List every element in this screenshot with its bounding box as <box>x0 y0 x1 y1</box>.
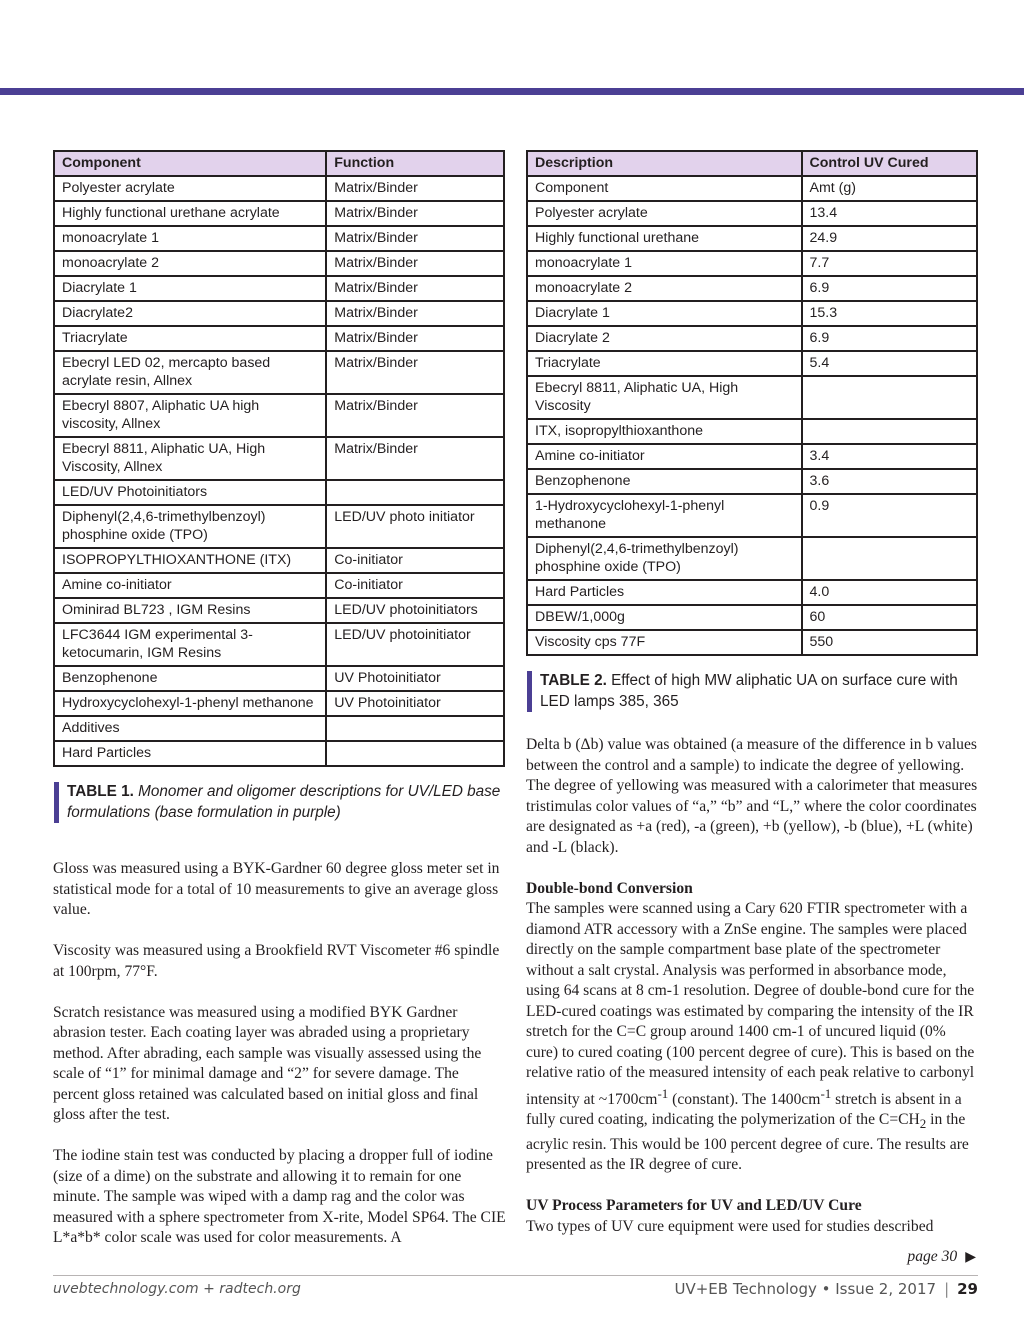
table-cell-value: Matrix/Binder <box>326 201 504 226</box>
table-cell-label: Diphenyl(2,4,6-trimethylbenzoyl) phosphine oxide (TPO) <box>54 505 326 548</box>
table2-header-row <box>527 151 977 176</box>
table-row <box>527 376 977 419</box>
table-cell-value: Matrix/Binder <box>326 301 504 326</box>
table-cell-value <box>326 480 504 505</box>
table-cell-label: Highly functional urethane <box>527 226 802 251</box>
table-cell-label: ISOPROPYLTHIOXANTHONE (ITX) <box>54 548 326 573</box>
left-body-text <box>53 859 508 1269</box>
paragraph-iodine: The iodine stain test was conducted by placing a dropper full of iodine (size of a dime) on the substrate and allowing it to remain for one minute. The sample was wiped with a damp rag and the color was measured with a sphere spectrometer from X-rite, Model SP64. The CIE L*a*b* color scale was used for color measurements. A <box>53 1147 506 1246</box>
table-row <box>54 251 504 276</box>
table2-caption-label: TABLE 2. <box>540 672 607 689</box>
table-cell-value <box>802 376 978 419</box>
heading-uv-process: UV Process Parameters for UV and LED/UV Cure <box>526 1197 862 1215</box>
table-cell-label: Ebecryl 8807, Aliphatic UA high viscosity, Allnex <box>54 394 326 437</box>
ftir-sup-2: -1 <box>820 1085 832 1101</box>
table-cell-label: Polyester acrylate <box>54 176 326 201</box>
table2-body <box>527 176 977 655</box>
table-row <box>54 691 504 716</box>
table-cell-value: LED/UV photo initiator <box>326 505 504 548</box>
table-cell-label: Ebecryl 8811, Aliphatic UA, High Viscosity, Allnex <box>54 437 326 480</box>
table-row <box>54 573 504 598</box>
table-row <box>527 469 977 494</box>
ftir-text-d: in the acrylic resin. This would be 100 percent degree of cure. The results are presented as the IR degree of cure. <box>526 1111 969 1174</box>
table-row <box>54 480 504 505</box>
table-cell-value: Matrix/Binder <box>326 251 504 276</box>
table-cell-label: LED/UV Photoinitiators <box>54 480 326 505</box>
table-cell-label: 1-Hydroxycyclohexyl-1-phenyl methanone <box>527 494 802 537</box>
table-row <box>527 537 977 580</box>
table2-section <box>526 150 978 712</box>
paragraph-delta-b: Delta b (Δb) value was obtained (a measure of the difference in b values between the control and a sample) to indicate the degree of yellowing. The degree of yellowing was measured with a calorimeter that measures tristimulas color values of “a,” “b” and “L,” where the color coordinates are designated as +a (red), -a (green), +b (yellow), -b (blue), +L (white) and -L (black). <box>526 736 978 856</box>
table-row <box>527 176 977 201</box>
table-cell-label: Ebecryl LED 02, mercapto based acrylate resin, Allnex <box>54 351 326 394</box>
table-row <box>54 741 504 766</box>
table-cell-value: Amt (g) <box>802 176 978 201</box>
caption-accent-bar <box>527 671 532 712</box>
play-arrow-icon: ▶ <box>965 1249 976 1265</box>
table-row <box>54 623 504 666</box>
table-row <box>54 351 504 394</box>
paragraph-scratch: Scratch resistance was measured using a modified BYK Gardner abrasion tester. Each coating layer was abraded using a proprietary method. After abrading, each sample was visually assessed using the scale of “1” for minimal damage and “2” for severe damage. The percent gloss retained was calculated based on initial gloss and final gloss after the test. <box>53 1003 482 1123</box>
table-cell-value: 4.0 <box>802 580 978 605</box>
table-row <box>527 419 977 444</box>
table-cell-label: Diphenyl(2,4,6-trimethylbenzoyl) phosphine oxide (TPO) <box>527 537 802 580</box>
table-row <box>527 605 977 630</box>
footer-separator: | <box>944 1280 950 1298</box>
table-cell-label: Component <box>527 176 802 201</box>
table-cell-label: Polyester acrylate <box>527 201 802 226</box>
table-cell-value: 24.9 <box>802 226 978 251</box>
table-cell-value <box>802 537 978 580</box>
continued-link[interactable] <box>907 1248 976 1266</box>
table-cell-label: LFC3644 IGM experimental 3-ketocumarin, IGM Resins <box>54 623 326 666</box>
table-cell-value: 7.7 <box>802 251 978 276</box>
table-cell-label: Hydroxycyclohexyl-1-phenyl methanone <box>54 691 326 716</box>
table-row <box>527 580 977 605</box>
table-cell-label: Amine co-initiator <box>527 444 802 469</box>
ftir-text-c: stretch is absent in a fully cured coating, indicating the polymerization of the C=CH <box>526 1090 962 1129</box>
table-cell-value: Matrix/Binder <box>326 351 504 394</box>
table-cell-label: monoacrylate 1 <box>527 251 802 276</box>
table-cell-label: Hard Particles <box>527 580 802 605</box>
table-row <box>54 201 504 226</box>
table-cell-value <box>326 716 504 741</box>
table-row <box>54 226 504 251</box>
table1 <box>53 150 505 767</box>
table-row <box>527 444 977 469</box>
table-row <box>527 276 977 301</box>
paragraph-uv-process: Two types of UV cure equipment were used for studies described <box>526 1217 934 1235</box>
ftir-sup-1: -1 <box>657 1085 669 1101</box>
table-cell-value: LED/UV photoinitiator <box>326 623 504 666</box>
table-cell-label: Amine co-initiator <box>54 573 326 598</box>
table1-header-component: Component <box>54 151 326 176</box>
table-row <box>527 301 977 326</box>
table-cell-label: Triacrylate <box>527 351 802 376</box>
continued-label[interactable]: page 30 <box>907 1248 958 1265</box>
table2-header-description: Description <box>527 151 802 176</box>
table-cell-value: Matrix/Binder <box>326 276 504 301</box>
table-row <box>527 326 977 351</box>
table-cell-value <box>802 419 978 444</box>
table2-header-control: Control UV Cured <box>802 151 978 176</box>
table-cell-label: DBEW/1,000g <box>527 605 802 630</box>
table-cell-value: 6.9 <box>802 326 978 351</box>
table-cell-value: Co-initiator <box>326 573 504 598</box>
table-row <box>54 394 504 437</box>
table-row <box>54 301 504 326</box>
footer-publication-title: UV+EB Technology • Issue 2, 2017 <box>674 1280 937 1298</box>
paragraph-viscosity: Viscosity was measured using a Brookfield RVT Viscometer #6 spindle at 100rpm, 77°F. <box>53 942 500 980</box>
table-cell-value: Matrix/Binder <box>326 326 504 351</box>
heading-double-bond: Double-bond Conversion <box>526 879 693 897</box>
table-row <box>54 326 504 351</box>
table-row <box>54 176 504 201</box>
table1-header-function: Function <box>326 151 504 176</box>
caption-accent-bar <box>54 782 59 823</box>
table-row <box>54 548 504 573</box>
table-cell-value <box>326 741 504 766</box>
table-cell-value: 5.4 <box>802 351 978 376</box>
table1-caption-text: Monomer and oligomer descriptions for UV/LED base formulations (base formulation in purple) <box>67 783 501 821</box>
table-cell-value: 3.6 <box>802 469 978 494</box>
table-row <box>54 716 504 741</box>
table-cell-label: Hard Particles <box>54 741 326 766</box>
table-row <box>527 630 977 655</box>
table-cell-label: Diacrylate 1 <box>54 276 326 301</box>
table-cell-value: 15.3 <box>802 301 978 326</box>
table2-caption-text: Effect of high MW aliphatic UA on surface cure with LED lamps 385, 365 <box>540 672 958 710</box>
table-cell-label: Additives <box>54 716 326 741</box>
table2 <box>526 150 978 656</box>
table1-caption-label: TABLE 1. <box>67 783 134 800</box>
table2-caption <box>527 671 978 712</box>
table-cell-label: Highly functional urethane acrylate <box>54 201 326 226</box>
table-cell-value: 60 <box>802 605 978 630</box>
table-cell-value: UV Photoinitiator <box>326 691 504 716</box>
table-row <box>527 251 977 276</box>
table-row <box>54 437 504 480</box>
table-cell-label: Benzophenone <box>527 469 802 494</box>
table-row <box>54 505 504 548</box>
table-cell-value: 3.4 <box>802 444 978 469</box>
table-cell-label: Ebecryl 8811, Aliphatic UA, High Viscosity <box>527 376 802 419</box>
table-cell-label: Benzophenone <box>54 666 326 691</box>
table-row <box>527 201 977 226</box>
table-row <box>54 666 504 691</box>
table1-caption <box>54 782 505 823</box>
table-cell-label: Triacrylate <box>54 326 326 351</box>
footer-publication <box>675 1280 979 1298</box>
table-cell-value: Matrix/Binder <box>326 226 504 251</box>
table-cell-label: monoacrylate 2 <box>54 251 326 276</box>
table-cell-value: Matrix/Binder <box>326 437 504 480</box>
ftir-text-b: (constant). The 1400cm <box>668 1090 821 1108</box>
table-row <box>527 351 977 376</box>
right-body-text <box>526 735 978 1237</box>
table-cell-value: 550 <box>802 630 978 655</box>
table-row <box>54 598 504 623</box>
top-accent-rule <box>0 88 1024 95</box>
table1-header-row <box>54 151 504 176</box>
table1-body <box>54 176 504 766</box>
table-row <box>527 494 977 537</box>
table-cell-value: Co-initiator <box>326 548 504 573</box>
table1-section <box>53 150 505 823</box>
footer-sites: uvebtechnology.com + radtech.org <box>53 1281 301 1297</box>
table-cell-label: monoacrylate 1 <box>54 226 326 251</box>
table-cell-value: UV Photoinitiator <box>326 666 504 691</box>
table-cell-label: ITX, isopropylthioxanthone <box>527 419 802 444</box>
footer-rule <box>53 1275 978 1276</box>
table-cell-value: LED/UV photoinitiators <box>326 598 504 623</box>
table-cell-label: monoacrylate 2 <box>527 276 802 301</box>
table-cell-label: Viscosity cps 77F <box>527 630 802 655</box>
table-row <box>527 226 977 251</box>
table-cell-value: Matrix/Binder <box>326 176 504 201</box>
page-number: 29 <box>957 1280 978 1298</box>
table-cell-value: 6.9 <box>802 276 978 301</box>
table-cell-value: Matrix/Binder <box>326 394 504 437</box>
paragraph-ftir <box>526 899 978 1176</box>
table-cell-label: Diacrylate2 <box>54 301 326 326</box>
paragraph-gloss: Gloss was measured using a BYK-Gardner 60 degree gloss meter set in statistical mode for a total of 10 measurements to give an average gloss value. <box>53 860 500 918</box>
table-cell-label: Diacrylate 2 <box>527 326 802 351</box>
table-cell-label: Diacrylate 1 <box>527 301 802 326</box>
table-cell-label: Ominirad BL723 , IGM Resins <box>54 598 326 623</box>
ftir-sub-1: 2 <box>919 1116 927 1132</box>
table-cell-value: 0.9 <box>802 494 978 537</box>
table-row <box>54 276 504 301</box>
ftir-text-a: The samples were scanned using a Cary 620 FTIR spectrometer with a diamond ATR accessory with a ZnSe engine. The samples were placed directly on the sample compartment base plate of the spectrometer without a salt crystal. Analysis was performed in absorbance mode, using 64 scans at 8 cm-1 resolution. Degree of double-bond cure for the LED-cured coatings was estimated by comparing the intensity of the IR stretch for the C=C group around 1400 cm-1 of uncured liquid (0% cure) to cured coating (100 percent degree of cure). This is based on the relative ratio of the measured intensity of each peak relative to carbonyl intensity at ~1700cm <box>526 900 975 1108</box>
table-cell-value: 13.4 <box>802 201 978 226</box>
